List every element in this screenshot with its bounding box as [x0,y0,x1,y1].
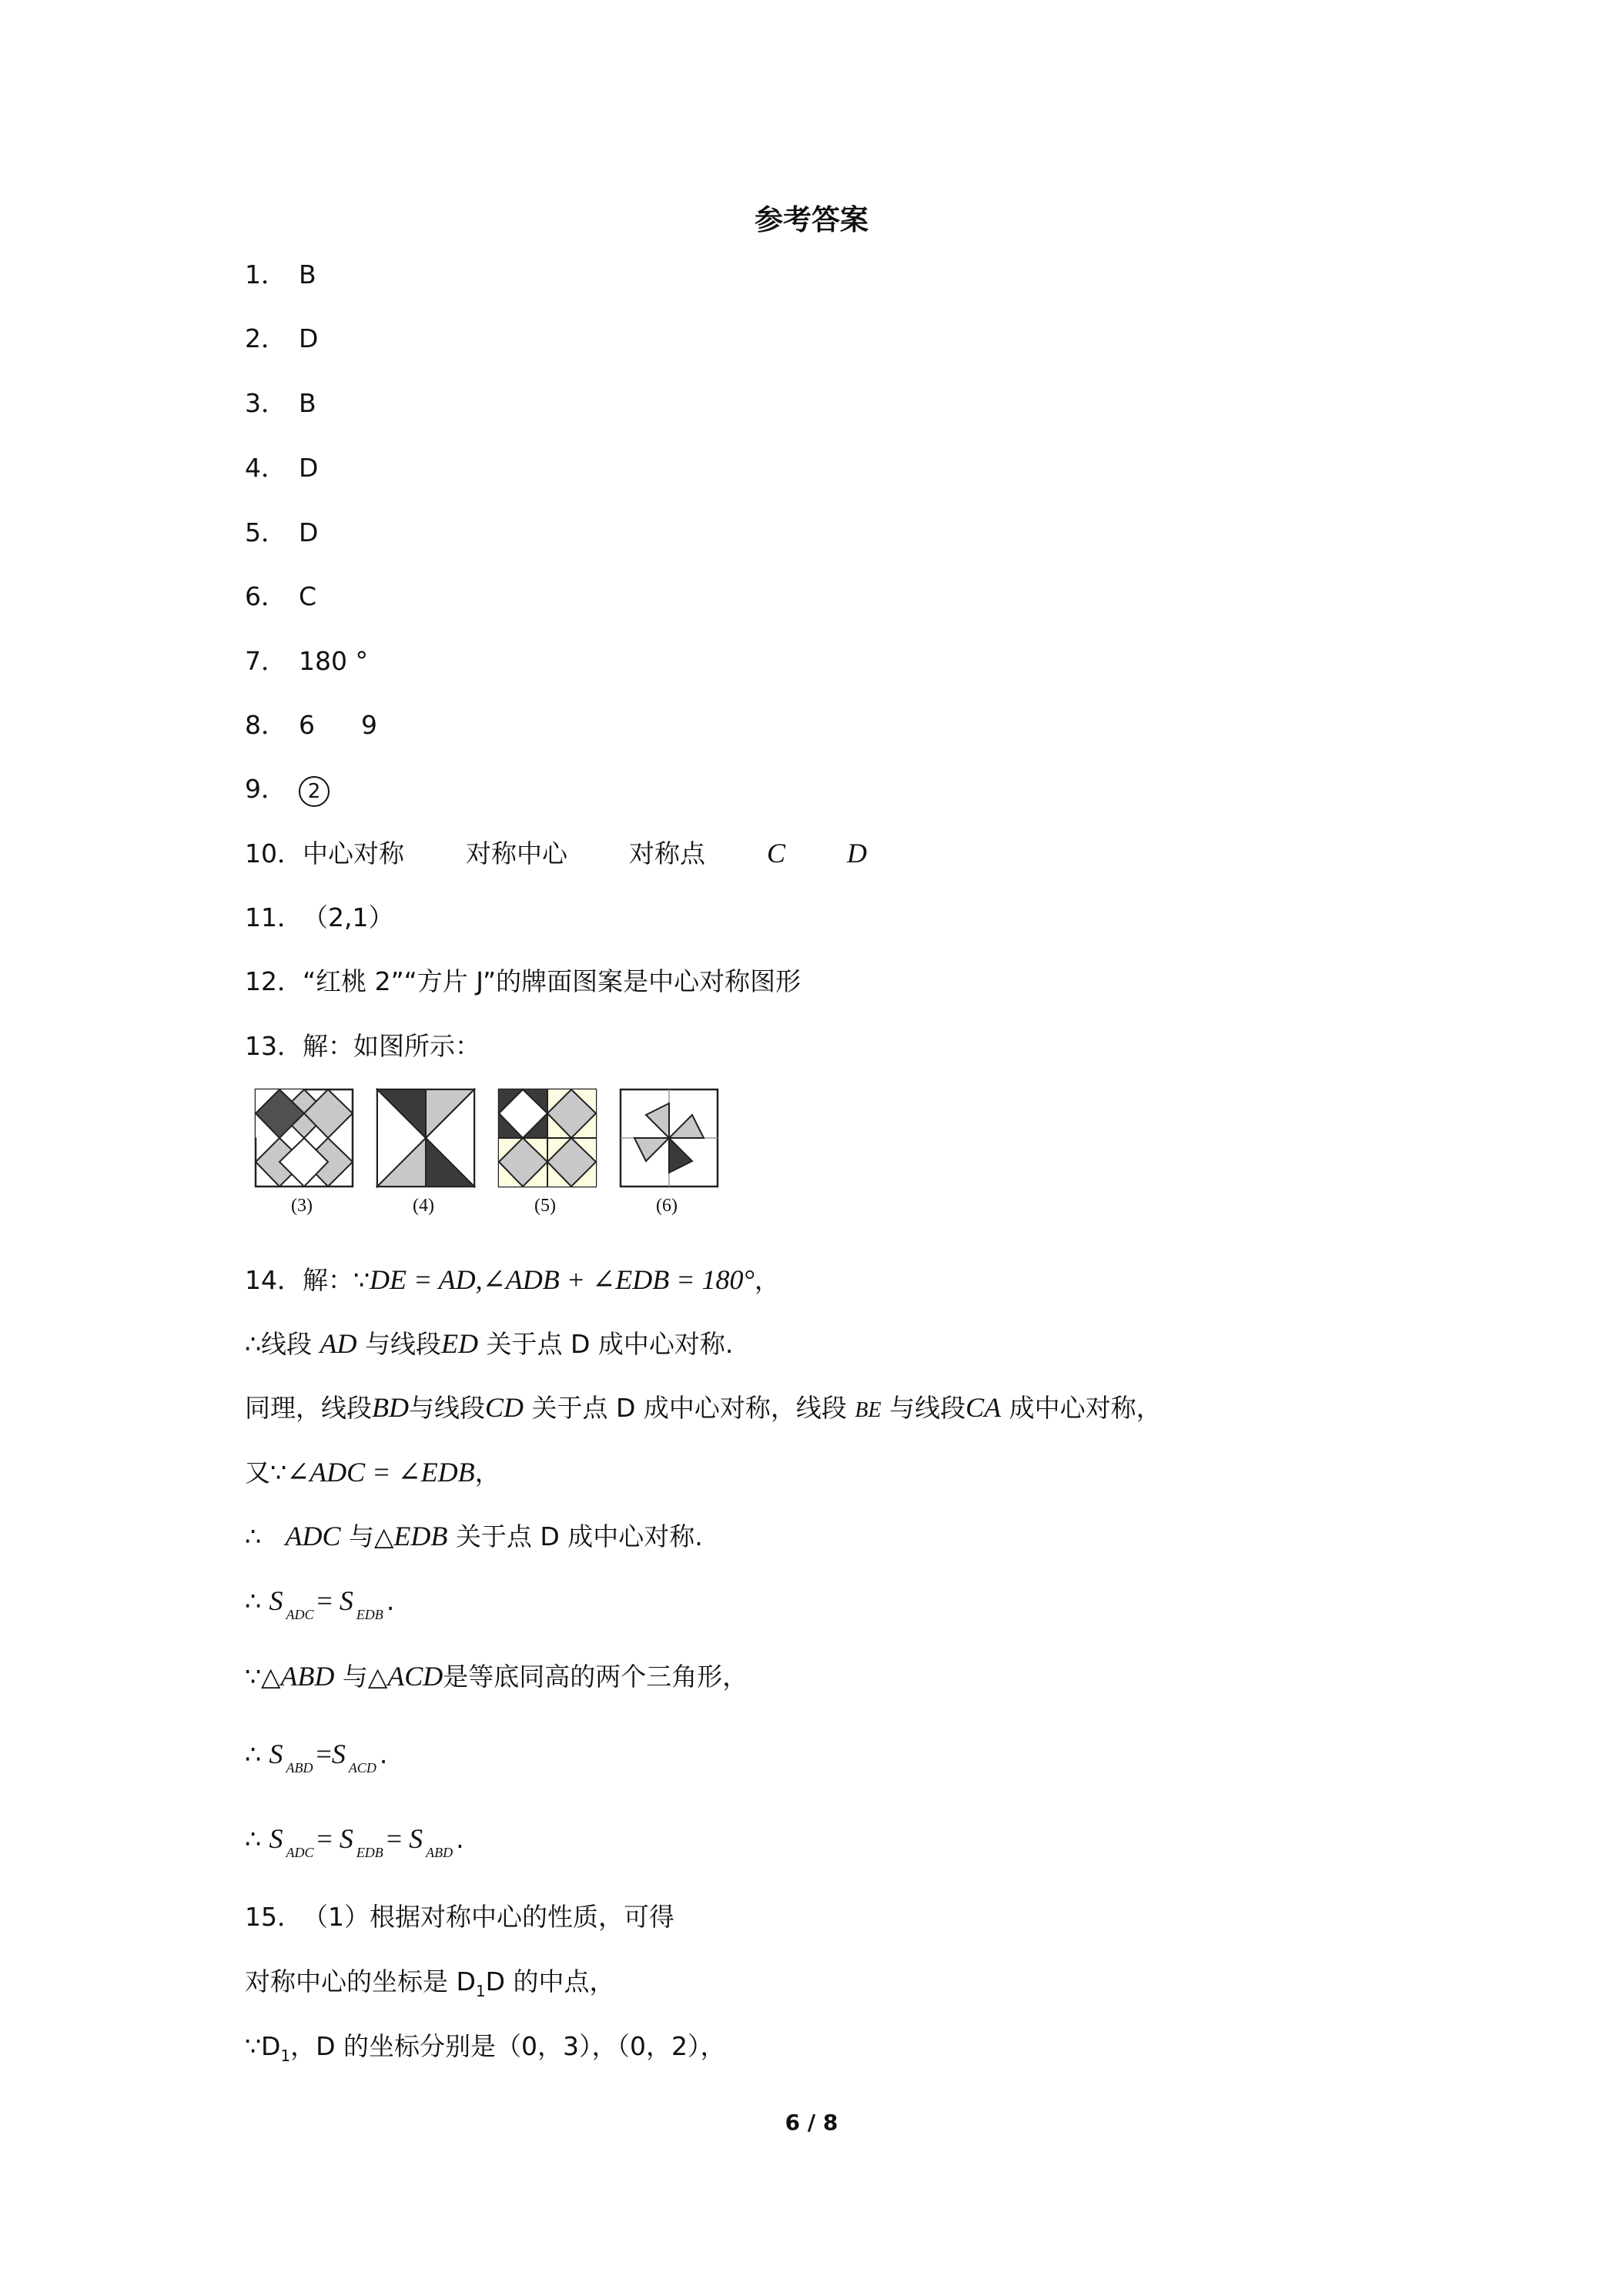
sol15-line-2: 对称中心的坐标是 $D_1D$ 的中点， [245,1966,615,2000]
sol14-line-3: 同理，线段BD与线段CD 关于点 D 成中心对称，线段 BE 与线段CA 成中心对称， [245,1392,1162,1423]
sol15-line-3: $\because D_1$，D 的坐标分别是（0，3），（0，2）， [245,2031,726,2065]
circled-number: 2 [299,776,330,807]
sol14-line-8: ∴ S $_{ABD}$ =S $_{ACD}$ . [245,1739,388,1776]
sol14-line-7: ∵△ABD 与△ACD是等底同高的两个三角形， [245,1661,748,1692]
answer-12: 12．“红桃 2”“方片 J”的牌面图案是中心对称图形 [245,966,801,996]
sol14-line-9: ∴ S $_{ADC}$ = S $_{EDB}$ = S $_{ABD}$ . [245,1823,464,1860]
answer-1: 1． B [245,259,316,290]
sol14-line-5: ∴ ADC 与△EDB 关于点 D 成中心对称. [245,1521,703,1551]
sol14-line-6: ∴ S $_{ADC}$ = S $_{EDB}$ . [245,1585,395,1622]
figure-3 [254,1088,354,1188]
symmetry-figures [254,1088,716,1242]
answer-9: 9． 2 [245,772,330,807]
sol14-line-4: 又∵∠ADC = ∠EDB， [245,1457,500,1488]
answer-5: 5． D [245,517,319,547]
sol15-line-1: 15．（1）根据对称中心的性质，可得 [245,1902,674,1932]
sol14-line-2: ∴线段 AD 与线段ED 关于点 D 成中心对称. [245,1328,734,1359]
answer-8: 8． 6 9 [245,710,377,740]
answer-13: 13．解：如图所示： [245,1031,480,1061]
figure-6 [619,1088,719,1188]
page-number: 6 / 8 [785,2110,838,2135]
figure-4-caption: (4) [413,1196,434,1216]
figure-5 [497,1088,597,1188]
answer-11: 11．（2,1） [245,902,394,932]
figure-6-caption: (6) [656,1196,678,1216]
answer-4: 4． D [245,453,319,483]
sol14-line-1: 14．解：∵DE = AD,∠ADB + ∠EDB = 180°， [245,1264,780,1295]
answer-6: 6． C [245,581,317,611]
figure-3-caption: (3) [291,1196,313,1216]
answer-10: 10．中心对称 对称中心 对称点 C D [245,838,868,869]
answer-7: 7． 180 ° [245,646,368,676]
page-title: 参考答案 [755,203,868,236]
answer-2: 2． D [245,323,319,353]
figure-5-caption: (5) [534,1196,556,1216]
answer-3: 3． B [245,388,316,418]
figure-4 [376,1088,476,1188]
